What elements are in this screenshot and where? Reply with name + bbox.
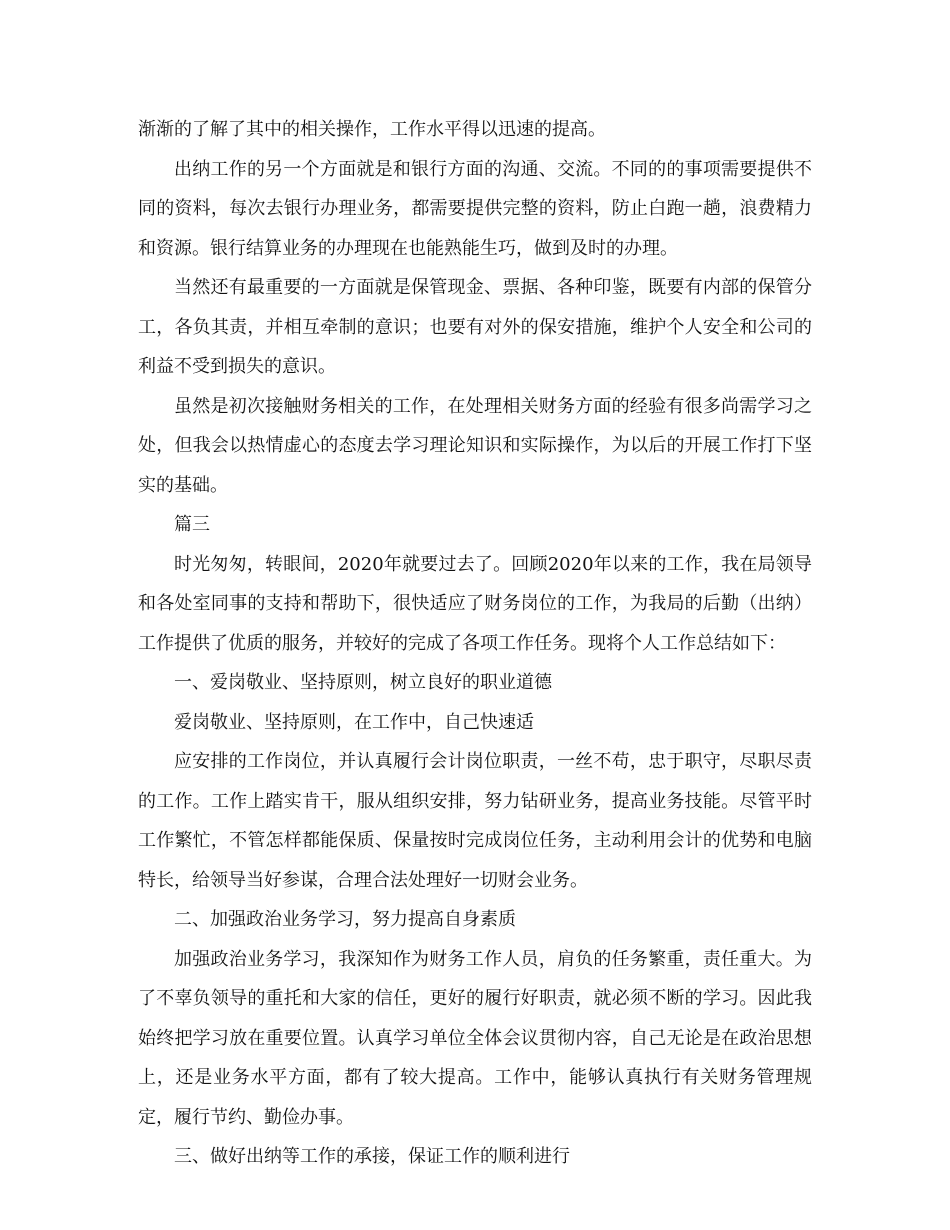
paragraph: 虽然是初次接触财务相关的工作，在处理相关财务方面的经验有很多尚需学习之处，但我会以热情虚心的态度去学习理论知识和实际操作，为以后的开展工作打下坚实的基础。 [138,395,812,496]
paragraph: 出纳工作的另一个方面就是和银行方面的沟通、交流。不同的的事项需要提供不同的资料，每次去银行办理业务，都需要提供完整的资料，防止白跑一趟，浪费精力和资源。银行结算业务的办理现在也能熟能生巧，做到及时的办理。 [138,158,812,259]
document-body [138,110,812,1177]
paragraph: 时光匆匆，转眼间，2020年就要过去了。回顾2020年以来的工作，我在局领导和各处室同事的支持和帮助下，很快适应了财务岗位的工作，为我局的后勤（出纳）工作提供了优质的服务，并较好的完成了各项工作任务。现将个人工作总结如下： [138,553,812,654]
paragraph: 渐渐的了解了其中的相关操作，工作水平得以迅速的提高。 [138,119,606,140]
section-heading: 篇三 [174,514,210,535]
section-heading: 一、爱岗敬业、坚持原则，树立良好的职业道德 [174,672,552,693]
paragraph: 当然还有最重要的一方面就是保管现金、票据、各种印鉴，既要有内部的保管分工，各负其责，并相互牵制的意识；也要有对外的保安措施，维护个人安全和公司的利益不受到损失的意识。 [138,277,812,377]
paragraph: 爱岗敬业、坚持原则，在工作中，自己快速适 [174,711,534,733]
paragraph: 应安排的工作岗位，并认真履行会计岗位职责，一丝不苟，忠于职守，尽职尽责的工作。工作上踏实肯干，服从组织安排，努力钻研业务，提高业务技能。尽管平时工作繁忙，不管怎样都能保质、保量按时完成岗位任务，主动利用会计的优势和电脑特长，给领导当好参谋，合理合法处理好一切财会业务。 [138,751,812,891]
paragraph: 加强政治业务学习，我深知作为财务工作人员，肩负的任务繁重，责任重大。为了不辜负领导的重托和大家的信任，更好的履行好职责，就必须不断的学习。因此我始终把学习放在重要位置。认真学习单位全体会议贯彻内容，自己无论是在政治思想上，还是业务水平方面，都有了较大提高。工作中，能够认真执行有关财务管理规定，履行节约、勤俭办事。 [138,948,812,1128]
section-heading: 二、加强政治业务学习，努力提高自身素质 [174,909,516,930]
section-heading: 三、做好出纳等工作的承接，保证工作的顺利进行 [174,1146,570,1167]
